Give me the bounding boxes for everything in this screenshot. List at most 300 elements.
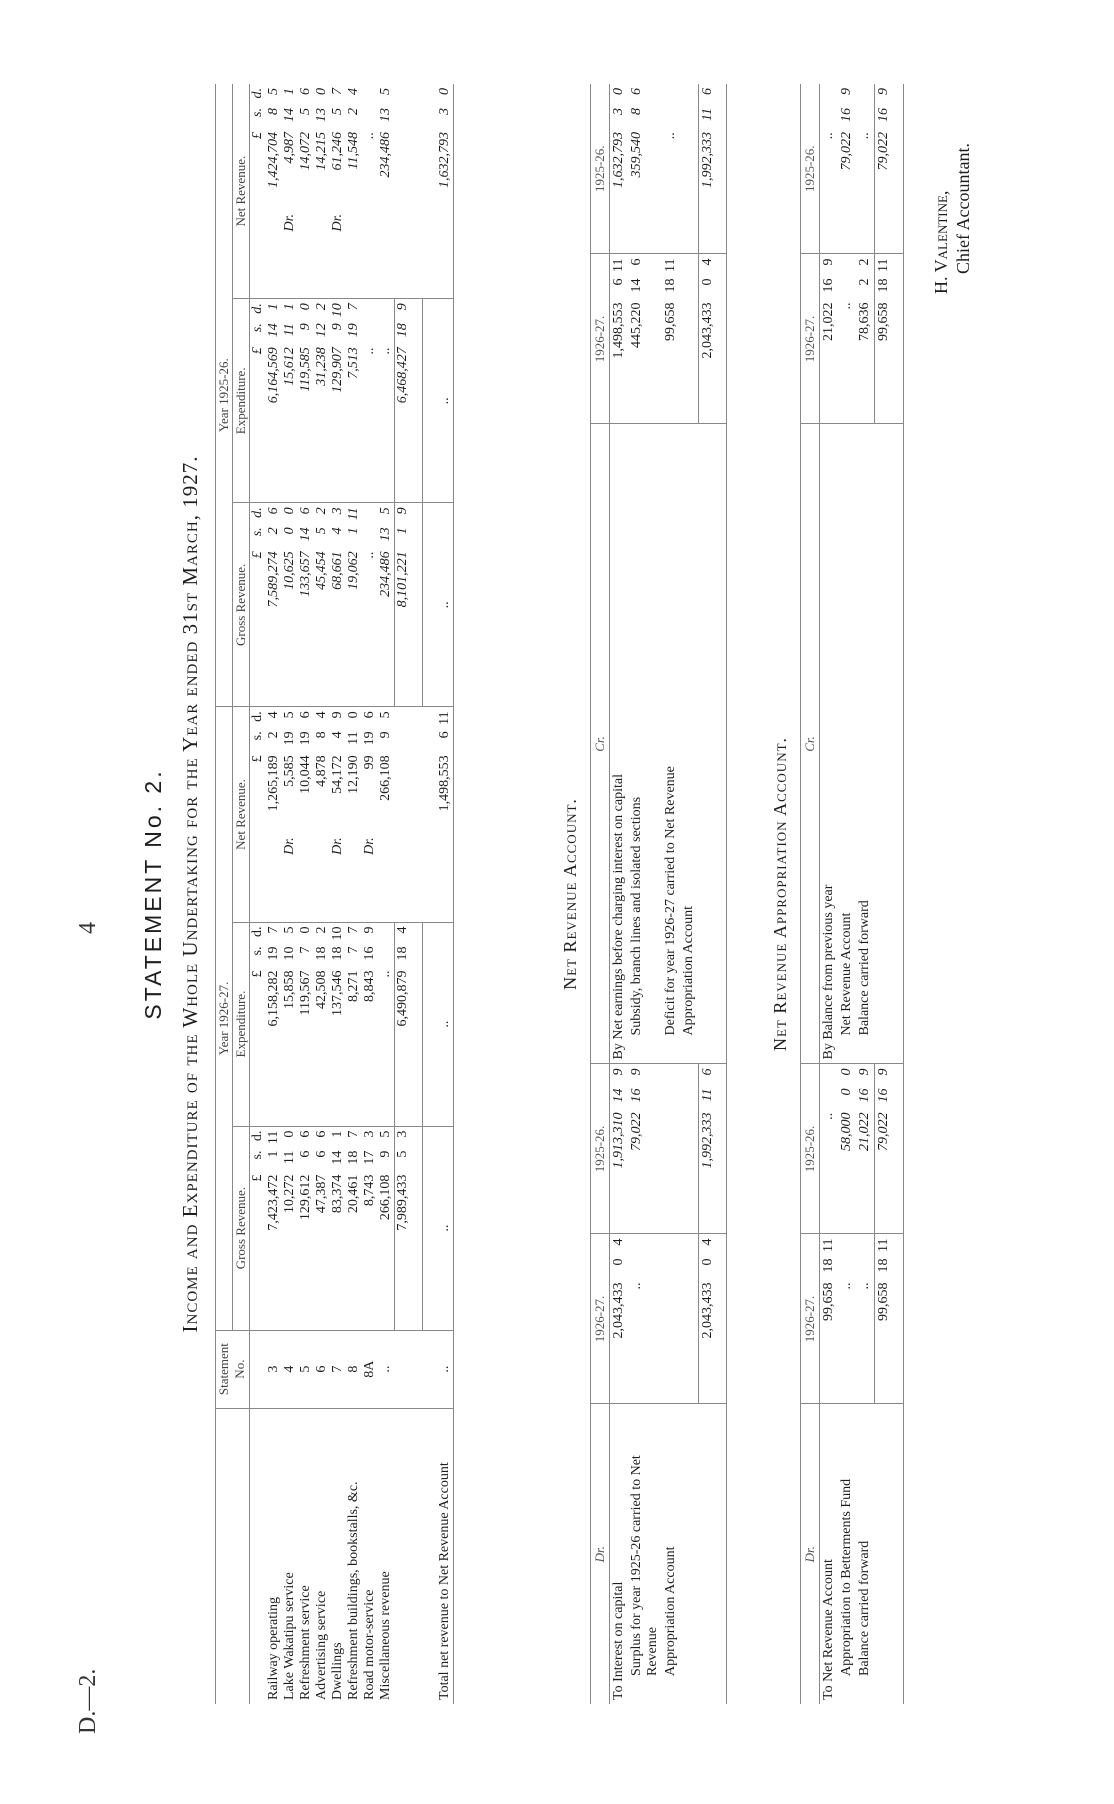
pence: 2 xyxy=(314,303,329,311)
pence: 11 xyxy=(436,711,452,725)
shillings: 16 xyxy=(821,278,836,293)
pence: 4 xyxy=(314,711,329,719)
money-cell xyxy=(282,84,298,299)
row-label: Miscellaneous revenue xyxy=(378,1408,395,1704)
total-blank xyxy=(698,1404,727,1704)
shillings: 18 xyxy=(876,1258,891,1273)
pounds: 61,246 xyxy=(330,132,345,171)
money-value xyxy=(876,1069,892,1230)
total-blank xyxy=(698,424,727,1064)
pence: 0 xyxy=(611,88,626,95)
money-value xyxy=(611,1239,627,1400)
money-value xyxy=(437,711,453,917)
shillings: 2 xyxy=(857,278,872,286)
shillings: 11 xyxy=(282,323,297,337)
shillings: 7 xyxy=(346,946,361,954)
money-cell-blank xyxy=(680,1234,698,1404)
shillings xyxy=(821,1089,837,1107)
units-blank xyxy=(250,1408,267,1704)
money-cell xyxy=(838,1064,856,1234)
pence: 5 xyxy=(378,711,393,719)
money-value xyxy=(395,303,411,498)
credit-entry: Deficit for year 1926-27 carried to Net Revenue xyxy=(662,424,680,1064)
pounds: 445,220 xyxy=(629,302,644,348)
pounds: 14,072 xyxy=(298,132,313,171)
shillings: 0 xyxy=(839,1088,854,1096)
money-value xyxy=(314,711,330,917)
pounds: 31,238 xyxy=(314,347,329,386)
account-row xyxy=(680,84,698,1704)
money-cell xyxy=(680,84,698,254)
money-cell xyxy=(838,84,856,254)
pounds: 7,423,472 xyxy=(266,1174,281,1231)
total-net-gross: .. xyxy=(423,1126,454,1330)
money-value xyxy=(362,1131,378,1326)
unit-pounds: £ xyxy=(250,551,265,559)
pounds: 2,043,433 xyxy=(699,302,715,359)
money-value xyxy=(611,259,627,420)
pence: 1 xyxy=(282,303,297,311)
money-cell xyxy=(298,1126,314,1330)
money-value xyxy=(346,507,362,702)
pence: 1 xyxy=(282,88,297,95)
unit-shillings: s. xyxy=(250,527,265,537)
money-cell xyxy=(362,922,378,1126)
pounds: 14,215 xyxy=(314,132,329,171)
unit-pounds: £ xyxy=(250,1174,265,1182)
pounds: 21,022 xyxy=(821,302,836,341)
money-value xyxy=(298,507,314,702)
pence: 7 xyxy=(266,926,281,934)
pence: 7 xyxy=(346,1130,361,1138)
credit-entry: Appropriation Account xyxy=(680,424,698,1064)
money-value xyxy=(663,259,679,420)
credit-entry: Subsidy, branch lines and isolated sections xyxy=(628,424,662,1064)
pence: 11 xyxy=(346,507,361,521)
table-row xyxy=(378,84,395,1704)
net-revenue-account-title: Net Revenue Account. xyxy=(560,798,580,990)
pence: 6 xyxy=(699,1068,715,1076)
money-value xyxy=(282,507,298,702)
money-cell xyxy=(282,1126,298,1330)
money-cell xyxy=(875,254,904,424)
shillings: 18 xyxy=(876,278,891,293)
shillings xyxy=(378,947,394,965)
pounds: 19,062 xyxy=(346,551,361,590)
shillings: 14 xyxy=(266,323,281,338)
totals-row xyxy=(395,84,423,1704)
pence: 3 xyxy=(330,507,345,515)
money-cell xyxy=(378,1126,395,1330)
col-b-header: 1925-26. xyxy=(591,84,610,254)
unit-pounds: £ xyxy=(250,132,265,139)
row-label: Railway operating xyxy=(266,1408,282,1704)
statement-subtitle: Income and Expenditure of the Whole Undertaking for the Year ended 31st March, 1927. xyxy=(178,455,202,1333)
col-a-header: 1926-27. xyxy=(591,1234,610,1404)
money-value xyxy=(857,1239,873,1400)
pence: 0 xyxy=(282,507,297,515)
money-value xyxy=(378,507,394,702)
pence: 4 xyxy=(699,258,715,266)
money-cell xyxy=(346,84,362,299)
pounds: .. xyxy=(821,132,836,139)
pence: 3 xyxy=(362,1130,377,1138)
money-value xyxy=(611,1069,627,1230)
blank-header xyxy=(216,1408,250,1704)
shillings: 14 xyxy=(330,1150,345,1165)
statement-no: 7 xyxy=(330,1330,346,1408)
pounds: 99 xyxy=(362,755,377,770)
shillings xyxy=(362,108,378,126)
money-value xyxy=(282,88,298,294)
pounds: .. xyxy=(378,347,393,355)
pence: 9 xyxy=(395,507,410,515)
unit-pence: d. xyxy=(250,1130,265,1142)
money-cell xyxy=(820,254,839,424)
pence: 4 xyxy=(346,88,361,95)
page-number: 4 xyxy=(75,922,101,934)
pounds: 266,108 xyxy=(378,755,393,801)
shillings: 6 xyxy=(314,1150,329,1158)
pounds: 1,632,793 xyxy=(611,132,626,188)
shillings xyxy=(839,1259,855,1277)
pence xyxy=(362,507,378,521)
money-cell xyxy=(820,1064,839,1234)
money-value xyxy=(700,259,716,420)
credit-entry: Net Revenue Account xyxy=(838,424,856,1064)
header-b-net: Net Revenue. xyxy=(233,84,250,299)
pounds: 45,454 xyxy=(314,551,329,590)
shillings: 11 xyxy=(699,1088,715,1102)
pence: 0 xyxy=(282,1130,297,1138)
pence: 6 xyxy=(314,1130,329,1138)
pence: 11 xyxy=(266,1130,281,1145)
shillings xyxy=(857,108,873,126)
money-cell xyxy=(395,1126,423,1330)
shillings: 3 xyxy=(611,108,626,115)
pence: 4 xyxy=(395,926,410,934)
shillings: 13 xyxy=(314,108,329,122)
pounds: 266,108 xyxy=(378,1174,393,1221)
money-cell xyxy=(662,84,680,254)
money-cell xyxy=(282,299,298,503)
pence: 1 xyxy=(266,303,281,311)
money-value xyxy=(821,259,837,420)
pounds: 7,589,274 xyxy=(266,551,281,608)
money-cell xyxy=(378,84,395,299)
money-value xyxy=(378,1131,394,1326)
money-cell xyxy=(856,254,875,424)
shillings: 4 xyxy=(330,527,345,535)
col-a-header: 1926-27. xyxy=(801,1234,820,1404)
pence: 10 xyxy=(330,926,345,941)
totals-blank xyxy=(395,707,423,922)
pounds: 4,987 xyxy=(282,132,297,164)
pounds: 234,486 xyxy=(378,132,393,178)
pounds: 7,989,433 xyxy=(395,1174,410,1231)
money-cell xyxy=(314,922,330,1126)
shillings: 1 xyxy=(395,527,410,535)
money-cell xyxy=(362,503,378,707)
money-cell xyxy=(282,503,298,707)
pounds: 21,022 xyxy=(857,1112,872,1151)
shillings: 9 xyxy=(378,731,393,739)
pounds: 79,022 xyxy=(629,1112,644,1151)
pounds: 6,490,879 xyxy=(395,970,410,1027)
shillings: 0 xyxy=(699,278,715,286)
money-cell xyxy=(395,922,423,1126)
account-row xyxy=(610,84,629,1704)
pence: 7 xyxy=(330,88,345,95)
shillings: 19 xyxy=(282,731,297,746)
money-value xyxy=(839,1239,855,1400)
shillings: 18 xyxy=(821,1258,836,1273)
shillings: 2 xyxy=(266,731,281,739)
money-cell xyxy=(838,254,856,424)
debit-entry: To Net Revenue Account xyxy=(820,1404,839,1704)
pounds: .. xyxy=(378,970,393,978)
pounds: 4,878 xyxy=(314,755,329,787)
shillings: 7 xyxy=(298,946,313,954)
pounds: 6,158,282 xyxy=(266,970,281,1027)
signatory-name: H. Valentine, xyxy=(931,190,951,294)
pounds: 99,658 xyxy=(663,302,678,341)
col-a-header: 1926-27. xyxy=(591,254,610,424)
money-value xyxy=(857,259,873,420)
pence: 6 xyxy=(266,507,281,515)
money-value xyxy=(362,507,378,702)
money-cell xyxy=(298,922,314,1126)
pence: 5 xyxy=(378,1130,393,1138)
money-cell xyxy=(856,84,875,254)
total-blank xyxy=(875,1404,904,1704)
pounds: 10,044 xyxy=(298,755,313,794)
money-cell xyxy=(362,84,378,299)
pounds: 83,374 xyxy=(330,1174,345,1214)
pence: 11 xyxy=(821,1238,836,1252)
pence: 6 xyxy=(699,88,715,95)
row-label: Lake Wakatipu service xyxy=(282,1408,298,1704)
pence: 0 xyxy=(839,1068,854,1076)
money-cell xyxy=(330,299,346,503)
pounds: .. xyxy=(362,132,377,139)
money-cell xyxy=(314,84,330,299)
shillings: 18 xyxy=(663,278,678,293)
shillings: 14 xyxy=(629,278,644,293)
shillings: 11 xyxy=(282,1150,297,1165)
money-value xyxy=(821,1239,837,1400)
pounds: 58,000 xyxy=(839,1112,854,1151)
account-row xyxy=(838,84,856,1704)
pence: 0 xyxy=(346,711,361,719)
money-value xyxy=(266,507,282,702)
shillings: 18 xyxy=(395,323,410,338)
table-row xyxy=(346,84,362,1704)
header-statement-no: Statement No. xyxy=(216,1330,250,1408)
shillings xyxy=(857,1259,873,1277)
statement-no: 8A xyxy=(362,1330,378,1408)
account-row xyxy=(628,84,662,1704)
col-a-header: 1926-27. xyxy=(801,254,820,424)
shillings: 12 xyxy=(314,323,329,338)
shillings: 16 xyxy=(876,108,891,122)
row-label: Road motor-service xyxy=(362,1408,378,1704)
dr-header: Dr. xyxy=(801,1404,820,1704)
money-cell xyxy=(266,503,282,707)
statement-no: .. xyxy=(423,1330,454,1408)
money-cell xyxy=(395,503,423,707)
header-b-gross: Gross Revenue. xyxy=(233,503,250,707)
totals-blank xyxy=(395,1408,423,1704)
money-cell xyxy=(610,1234,629,1404)
pence: 0 xyxy=(314,88,329,95)
money-cell xyxy=(266,299,282,503)
shillings: 19 xyxy=(266,946,281,961)
pence: 6 xyxy=(298,1130,313,1138)
money-value xyxy=(314,88,330,294)
cr-header: Cr. xyxy=(591,424,610,1064)
money-cell xyxy=(330,1126,346,1330)
debit-entry: To Interest on capital xyxy=(610,1404,629,1704)
credit-entry: By Net earnings before charging interest on capital xyxy=(610,424,629,1064)
debit-prefix: Dr. xyxy=(330,214,345,232)
debit-prefix: Dr. xyxy=(282,837,297,855)
shillings: 6 xyxy=(436,731,452,739)
appropriation-account-title: Net Revenue Appropriation Account. xyxy=(770,736,790,1052)
money-value xyxy=(839,1069,855,1230)
money-cell xyxy=(820,84,839,254)
shillings: 0 xyxy=(282,527,297,535)
pounds: 129,907 xyxy=(330,347,345,393)
account-total-row xyxy=(875,84,904,1704)
pounds: 119,585 xyxy=(298,347,313,392)
units-row xyxy=(250,84,267,1704)
unit-pence: d. xyxy=(250,303,265,314)
unit-pence: d. xyxy=(250,507,265,518)
shillings: 16 xyxy=(857,1088,872,1103)
money-cell xyxy=(856,1064,875,1234)
shillings: 5 xyxy=(314,527,329,535)
shillings: 19 xyxy=(346,323,361,338)
money-value xyxy=(266,303,282,498)
pounds: 234,486 xyxy=(378,551,393,597)
debit-entry: Appropriation Account xyxy=(662,1404,680,1704)
pence: 5 xyxy=(282,711,297,719)
pounds: 79,022 xyxy=(839,132,854,171)
money-value xyxy=(839,259,855,420)
shillings: 19 xyxy=(362,731,377,746)
money-value xyxy=(876,259,892,420)
shillings: 13 xyxy=(378,527,393,542)
shillings: 2 xyxy=(346,108,361,115)
pounds: 119,567 xyxy=(298,970,313,1016)
pounds: 10,625 xyxy=(282,551,297,590)
pence xyxy=(821,1069,837,1083)
money-cell xyxy=(856,1234,875,1404)
shillings: 10 xyxy=(282,946,297,961)
pounds: 79,022 xyxy=(876,1112,891,1151)
pounds: 12,190 xyxy=(346,755,361,794)
money-cell xyxy=(266,707,282,922)
dr-header: Dr. xyxy=(591,1404,610,1704)
pence: 4 xyxy=(699,1238,715,1246)
header-b-exp: Expenditure. xyxy=(233,299,250,503)
pence: 5 xyxy=(378,507,393,515)
money-cell xyxy=(266,84,282,299)
money-cell xyxy=(628,1064,662,1234)
pounds: .. xyxy=(857,1282,872,1290)
pence: 2 xyxy=(314,507,329,515)
money-cell xyxy=(378,503,395,707)
money-value xyxy=(876,1239,892,1400)
pounds: 20,461 xyxy=(346,1174,361,1214)
shillings: 9 xyxy=(378,1150,393,1158)
money-value xyxy=(298,927,314,1122)
shillings: 4 xyxy=(330,731,345,739)
shillings: 2 xyxy=(266,527,281,535)
money-value xyxy=(298,1131,314,1326)
money-cell xyxy=(282,922,298,1126)
shillings xyxy=(362,527,378,545)
header-a-gross: Gross Revenue. xyxy=(233,1126,250,1330)
money-cell xyxy=(330,922,346,1126)
pence: 6 xyxy=(362,711,377,719)
appropriation-account-table xyxy=(800,84,904,1704)
money-cell xyxy=(680,254,698,424)
pence xyxy=(362,88,378,102)
shillings: 8 xyxy=(266,108,281,115)
money-value xyxy=(378,303,394,498)
money-value xyxy=(362,711,378,917)
total-net-row xyxy=(423,84,454,1704)
pence: 9 xyxy=(821,258,836,266)
cr-header: Cr. xyxy=(801,424,820,1064)
shillings: 6 xyxy=(298,1150,313,1158)
debit-entry: Appropriation to Betterments Fund xyxy=(838,1404,856,1704)
pounds: 99,658 xyxy=(821,1282,836,1321)
debit-prefix: Dr. xyxy=(362,837,377,855)
money-value xyxy=(876,88,892,250)
money-value xyxy=(629,1239,645,1400)
money-value xyxy=(700,88,716,250)
pounds: 8,271 xyxy=(346,970,361,1003)
money-cell xyxy=(346,922,362,1126)
money-value xyxy=(378,88,394,294)
money-cell xyxy=(362,1126,378,1330)
unit-pence: d. xyxy=(250,926,265,938)
table-row xyxy=(330,84,346,1704)
unit-pence: d. xyxy=(250,88,265,99)
table-row xyxy=(266,84,282,1704)
money-cell xyxy=(330,84,346,299)
account-row xyxy=(856,84,875,1704)
money-value xyxy=(611,88,627,250)
statement-no: 5 xyxy=(298,1330,314,1408)
money-value xyxy=(700,1069,716,1230)
pounds: .. xyxy=(857,132,872,139)
totals-blank xyxy=(395,84,423,299)
unit-pounds: £ xyxy=(250,347,265,355)
money-cell xyxy=(875,84,904,254)
shillings: 1 xyxy=(346,527,361,535)
pounds: 54,172 xyxy=(330,755,345,794)
money-cell xyxy=(662,254,680,424)
table-row xyxy=(362,84,378,1704)
pounds: 137,546 xyxy=(330,970,345,1017)
pence: 9 xyxy=(876,1068,891,1076)
pence: 9 xyxy=(839,88,854,95)
pence: 9 xyxy=(857,1068,872,1076)
